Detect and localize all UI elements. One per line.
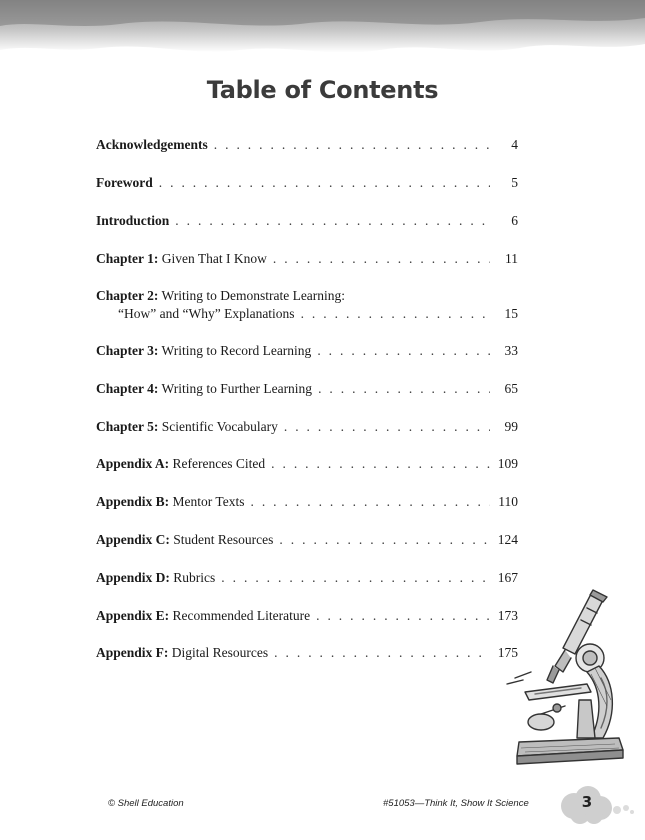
entry-page: 11: [505, 251, 518, 266]
entry-title: Digital Resources: [171, 645, 269, 660]
entry-page: 109: [497, 456, 518, 471]
entry-page: 167: [497, 570, 518, 585]
toc-entry-appendix-a: [96, 455, 518, 473]
leader-dots: [284, 418, 490, 436]
entry-prefix: Chapter 5:: [96, 419, 159, 434]
leader-dots: [274, 644, 490, 662]
entry-page: 175: [497, 645, 518, 660]
entry-title: Writing to Demonstrate Learning:: [161, 288, 346, 303]
toc-entry-chapter-2: [96, 287, 518, 323]
toc-entry-foreword: [96, 174, 518, 192]
entry-page: 173: [497, 608, 518, 623]
entry-page: 15: [504, 306, 518, 321]
leader-dots: [250, 493, 490, 511]
leader-dots: [301, 305, 490, 323]
leader-dots: [175, 212, 490, 230]
microscope-illustration: [495, 588, 625, 770]
footer-book-title: #51053—Think It, Show It Science: [383, 798, 529, 809]
toc-entry-appendix-f: [96, 644, 518, 662]
entry-title: Scientific Vocabulary: [161, 419, 278, 434]
entry-page: 99: [504, 419, 518, 434]
entry-title-continued: “How” and “Why” Explanations: [118, 306, 295, 321]
toc-entry-appendix-b: [96, 493, 518, 511]
entry-page: 4: [511, 137, 518, 152]
entry-title: Writing to Record Learning: [161, 343, 312, 358]
leader-dots: [273, 250, 490, 268]
leader-dots: [221, 569, 490, 587]
entry-title: Rubrics: [173, 570, 216, 585]
entry-title: Given That I Know: [161, 251, 267, 266]
page-number: 3: [581, 793, 593, 811]
toc-entry-acknowledgements: [96, 136, 518, 154]
entry-page: 33: [504, 343, 518, 358]
leader-dots: [317, 342, 490, 360]
entry-page: 124: [497, 532, 518, 547]
leader-dots: [271, 455, 490, 473]
toc-entry-introduction: [96, 212, 518, 230]
entry-prefix: Foreword: [96, 175, 153, 190]
footer-copyright: © Shell Education: [108, 798, 184, 809]
entry-prefix: Appendix F:: [96, 645, 169, 660]
toc-entry-chapter-5: [96, 418, 518, 436]
entry-page: 6: [511, 213, 518, 228]
entry-prefix: Chapter 4:: [96, 381, 159, 396]
entry-prefix: Appendix A:: [96, 456, 170, 471]
entry-prefix: Chapter 3:: [96, 343, 159, 358]
leader-dots: [214, 136, 490, 154]
entry-prefix: Appendix D:: [96, 570, 170, 585]
toc-entry-chapter-4: [96, 380, 518, 398]
leader-dots: [316, 607, 490, 625]
entry-prefix: Appendix E:: [96, 608, 170, 623]
toc-entry-appendix-d: [96, 569, 518, 587]
entry-title: Student Resources: [173, 532, 274, 547]
entry-prefix: Acknowledgements: [96, 137, 208, 152]
entry-title: Recommended Literature: [172, 608, 311, 623]
toc-entry-appendix-c: [96, 531, 518, 549]
leader-dots: [318, 380, 490, 398]
leader-dots: [279, 531, 490, 549]
entry-prefix: Appendix C:: [96, 532, 170, 547]
toc-entry-chapter-1: [96, 250, 518, 268]
toc-entry-chapter-3: [96, 342, 518, 360]
leader-dots: [159, 174, 490, 192]
entry-prefix: Introduction: [96, 213, 170, 228]
toc-entry-appendix-e: [96, 607, 518, 625]
entry-prefix: Chapter 1:: [96, 251, 159, 266]
entry-title: References Cited: [172, 456, 266, 471]
entry-prefix: Chapter 2:: [96, 288, 159, 303]
entry-page: 110: [498, 494, 518, 509]
entry-page: 65: [504, 381, 518, 396]
cloud-badge-icon: [556, 784, 636, 824]
entry-prefix: Appendix B:: [96, 494, 170, 509]
top-watercolor-band: [0, 0, 645, 60]
page-title: Table of Contents: [206, 76, 439, 104]
entry-title: Writing to Further Learning: [161, 381, 313, 396]
entry-page: 5: [511, 175, 518, 190]
entry-title: Mentor Texts: [172, 494, 245, 509]
